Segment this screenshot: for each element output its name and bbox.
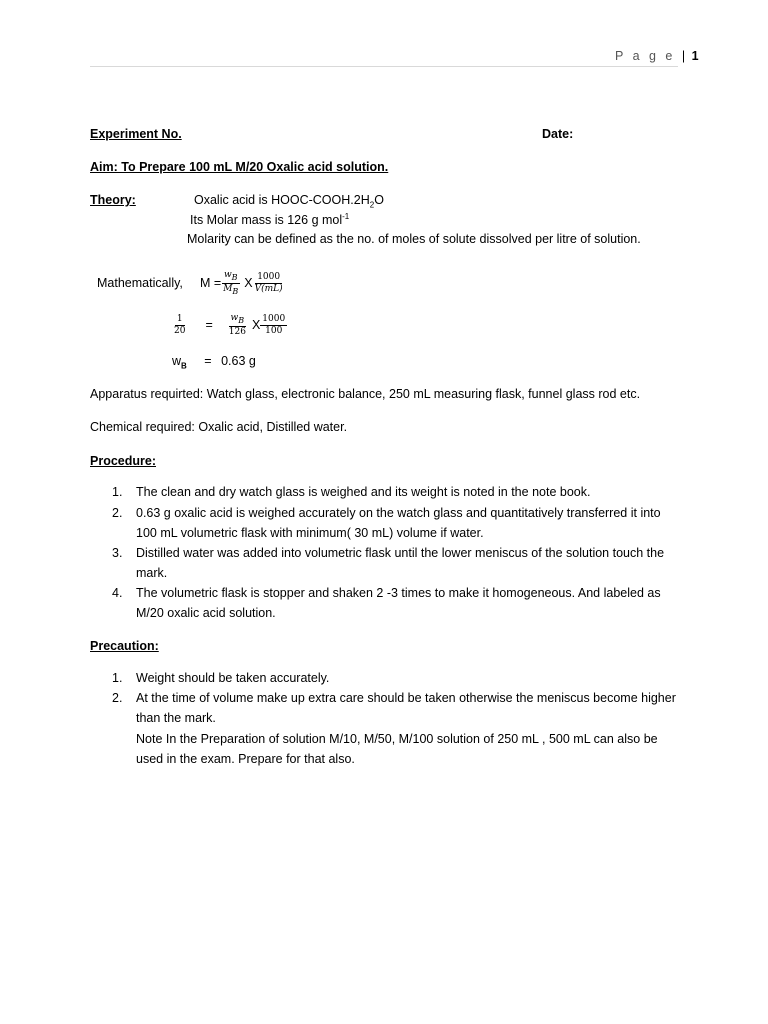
wb-over-126: $\frac{w_B}{126}$ — [228, 313, 246, 337]
chemical-line: Chemical required: Oxalic acid, Distilled water. — [90, 420, 348, 434]
thousand-over-volume: $\frac{1000}{V(mL)}$ — [254, 271, 283, 294]
page-header — [615, 49, 699, 63]
list-item: 4. The volumetric flask is stopper and shaken 2 -3 times to make it homogeneous. And labeled as M/20 oxalic acid solution. — [112, 586, 661, 620]
wb-over-mb: $\frac{w_B}{M_B}$ — [223, 270, 239, 296]
list-item: 2. At the time of volume make up extra care should be taken otherwise the meniscus become higher than the mark. — [112, 691, 676, 725]
page-word: P a g e — [615, 49, 676, 63]
theory-line-2: Its Molar mass is 126 g mol$^{-1}$ — [190, 212, 350, 228]
math-label: Mathematically, — [97, 276, 183, 290]
apparatus-line: Apparatus requirted: Watch glass, electronic balance, 250 mL measuring flask, funnel glass rod etc. — [90, 387, 641, 401]
theory-line-1: Oxalic acid is HOOC-$COOH.2H_2O$ — [194, 193, 384, 210]
aim-heading: Aim: To Prepare 100 mL M/20 Oxalic acid solution. — [90, 160, 389, 174]
theory-line-3: Molarity can be defined as the no. of moles of solute dissolved per litre of solution. — [187, 232, 641, 246]
precaution-heading: Precaution: — [90, 639, 159, 653]
precaution-note: Note In the Preparation of solution M/10, M/50, M/100 solution of 250 mL , 500 mL can also be used in the exam. Prepare for that also. — [136, 732, 658, 766]
one-over-twenty: $\frac{1}{20}$ — [174, 313, 186, 336]
list-item: 3. Distilled water was added into volumetric flask until the lower meniscus of the solution touch the mark. — [112, 546, 665, 580]
experiment-label: Experiment No. — [90, 127, 182, 141]
page-separator: | — [681, 49, 686, 63]
list-item: 1. The clean and dry watch glass is weighed and its weight is noted in the note book. — [112, 485, 591, 499]
header-rule — [90, 66, 678, 67]
list-item: 2. 0.63 g oxalic acid is weighed accurately on the watch glass and quantitatively transferred it into 100 mL volumetric flask with minimum( 30 mL) volume if water. — [112, 506, 661, 540]
molarity-formula: M = $\frac{w_B}{M_B}$ X $\frac{1000}{V(mL)}$ — [200, 270, 283, 296]
theory-label: Theory: — [90, 193, 136, 207]
page-number: 1 — [691, 49, 699, 63]
substitution-formula: $\frac{1}{20}$ = $\frac{w_B}{126}$ X $\frac{1000}{100}$ — [174, 313, 286, 337]
thousand-over-hundred: $\frac{1000}{100}$ — [262, 313, 286, 336]
result-line: $w_B = 0.63$ g — [172, 354, 256, 371]
procedure-heading: Procedure: — [90, 454, 156, 468]
date-label: Date: — [542, 127, 574, 141]
list-item: 1. Weight should be taken accurately. — [112, 671, 330, 685]
